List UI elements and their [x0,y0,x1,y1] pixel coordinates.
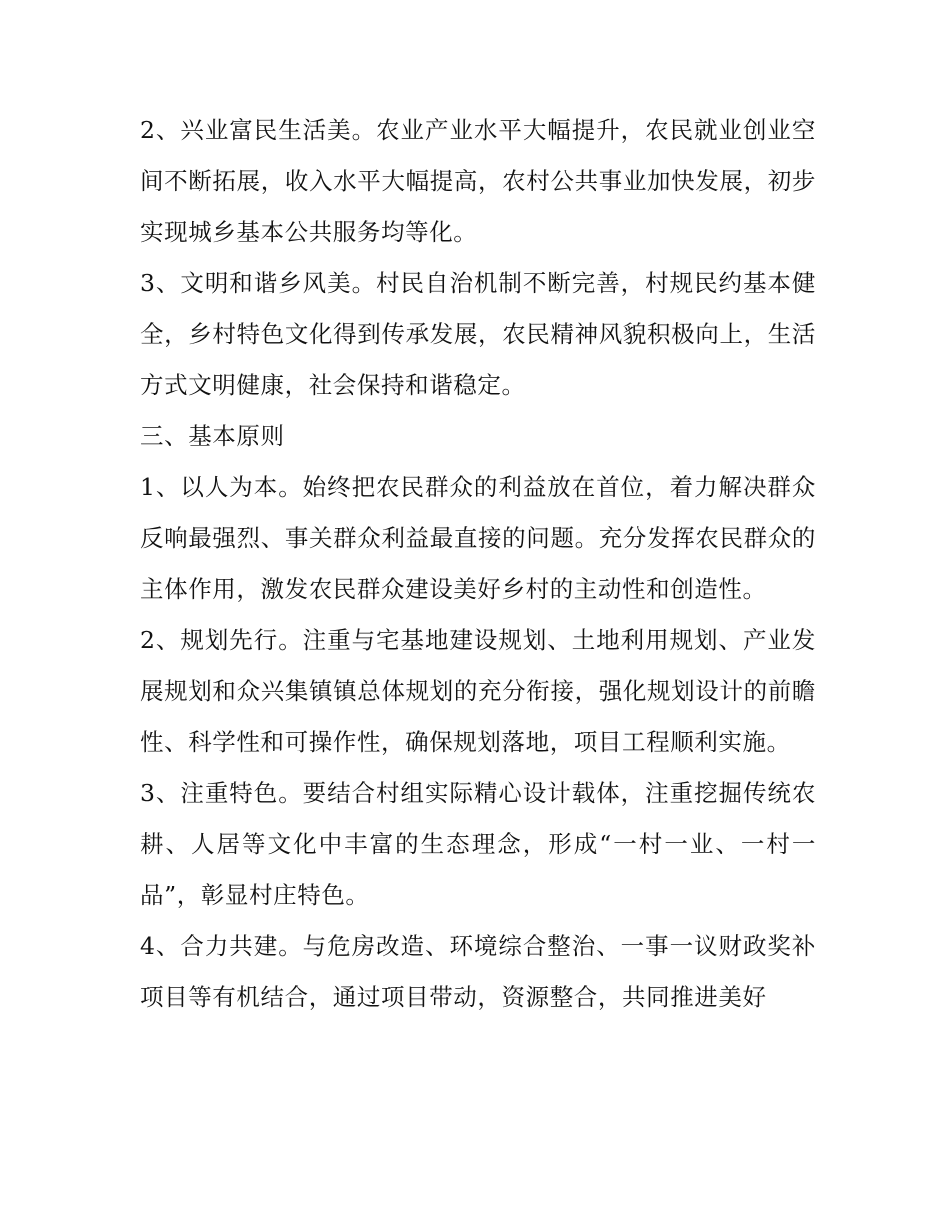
paragraph-people-oriented: 1、以人为本。始终把农民群众的利益放在首位，着力解决群众反响最强烈、事关群众利益最直接的问题。充分发挥农民群众的主体作用，激发农民群众建设美好乡村的主动性和创造性。 [140,473,816,603]
document-page [140,105,816,1023]
paragraph-planning-first: 2、规划先行。注重与宅基地建设规划、土地利用规划、产业发展规划和众兴集镇镇总体规划的充分衔接，强化规划设计的前瞻性、科学性和可操作性，确保规划落地，项目工程顺利实施。 [140,626,816,756]
paragraph-civility: 3、文明和谐乡风美。村民自治机制不断完善，村规民约基本健全，乡村特色文化得到传承发展，农民精神风貌积极向上，生活方式文明健康，社会保持和谐稳定。 [140,269,816,399]
paragraph-joint-construction: 4、合力共建。与危房改造、环境综合整治、一事一议财政奖补项目等有机结合，通过项目带动，资源整合，共同推进美好 [140,932,816,1011]
paragraph-features: 3、注重特色。要结合村组实际精心设计载体，注重挖掘传统农耕、人居等文化中丰富的生态理念，形成“一村一业、一村一品”，彰显村庄特色。 [140,779,816,909]
paragraph-prosperity: 2、兴业富民生活美。农业产业水平大幅提升，农民就业创业空间不断拓展，收入水平大幅提高，农村公共事业加快发展，初步实现城乡基本公共服务均等化。 [140,116,816,246]
section-heading-basic-principles: 三、基本原则 [140,422,285,450]
